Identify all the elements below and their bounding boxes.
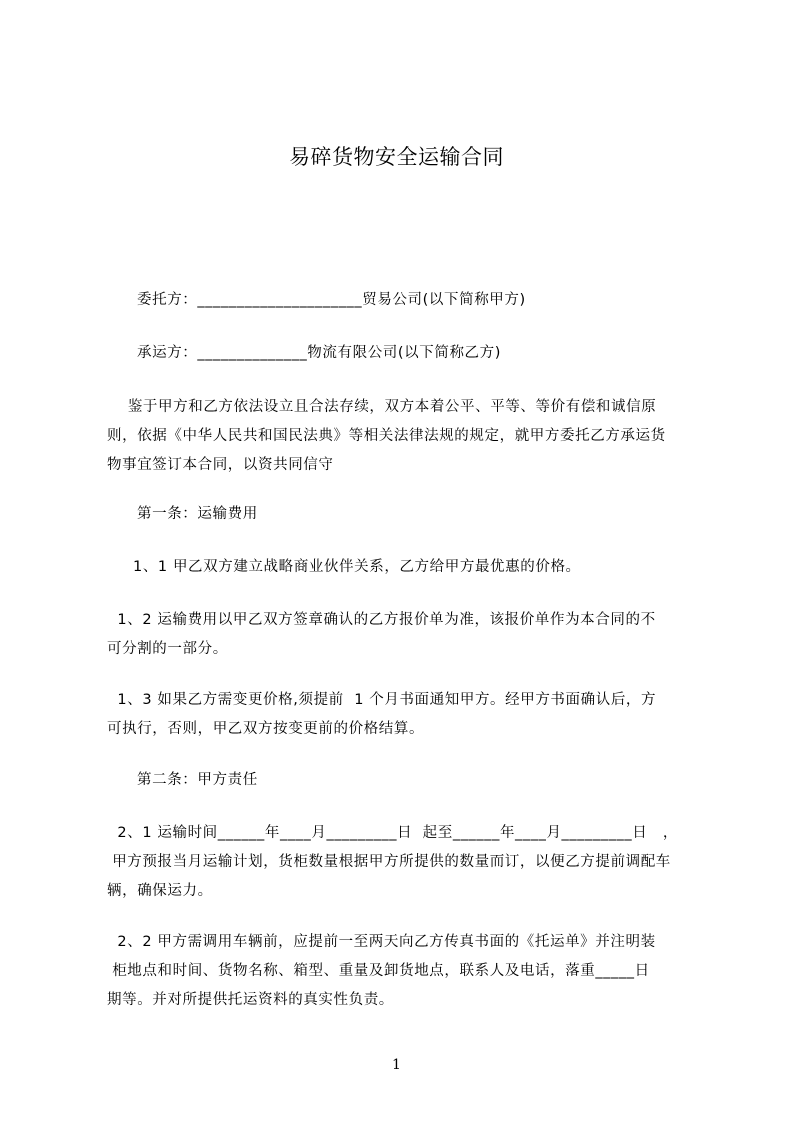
party-a-line: 委托方：_____________________贸易公司(以下简称甲方) xyxy=(137,292,526,308)
clause-1-1: 1、1 甲乙双方建立战略商业伙伴关系，乙方给甲方最优惠的价格。 xyxy=(133,559,581,575)
document-title: 易碎货物安全运输合同 xyxy=(289,145,504,169)
clause-line: 可分割的一部分。 xyxy=(107,641,228,657)
clause-1-3 xyxy=(107,686,703,744)
preamble-paragraph xyxy=(107,393,703,480)
party-b-line: 承运方：______________物流有限公司(以下简称乙方) xyxy=(137,345,502,361)
clause-2-1 xyxy=(107,819,703,906)
clause-line: 甲方预报当月运输计划，货柜数量根据甲方所提供的数量而订，以便乙方提前调配车 xyxy=(107,854,671,870)
preamble-line: 则，依据《中华人民共和国民法典》等相关法律法规的规定，就甲方委托乙方承运货 xyxy=(107,428,666,444)
clause-line: 可执行，否则，甲乙双方按变更前的价格结算。 xyxy=(107,721,425,737)
clause-line: 期等。并对所提供托运资料的真实性负责。 xyxy=(107,992,394,1008)
clause-line: 2、2 甲方需调用车辆前，应提前一至两天向乙方传真书面的《托运单》并注明装 xyxy=(107,934,656,950)
clause-line: 1、2 运输费用以甲乙双方签章确认的乙方报价单为准，该报价单作为本合同的不 xyxy=(107,612,656,628)
preamble-line: 物事宜签订本合同，以资共同信守 xyxy=(107,457,334,473)
clause-line: 2、1 运输时间______年____月_________日 起至______年____月_________日 ， xyxy=(107,825,679,841)
clause-line: 1、3 如果乙方需变更价格,须提前 1 个月书面通知甲方。经甲方书面确认后，方 xyxy=(107,692,657,708)
clause-line: 柜地点和时间、货物名称、箱型、重量及卸货地点，联系人及电话，落重_____日 xyxy=(107,963,650,979)
clause-line: 辆，确保运力。 xyxy=(107,883,213,899)
article-2-heading: 第二条：甲方责任 xyxy=(137,772,258,788)
clause-2-2 xyxy=(107,928,703,1015)
preamble-line: 鉴于甲方和乙方依法设立且合法存续，双方本着公平、平等、等价有偿和诚信原 xyxy=(107,399,657,415)
article-1-heading: 第一条：运输费用 xyxy=(137,506,258,522)
clause-1-2 xyxy=(107,606,703,664)
page-number: 1 xyxy=(392,1057,401,1073)
